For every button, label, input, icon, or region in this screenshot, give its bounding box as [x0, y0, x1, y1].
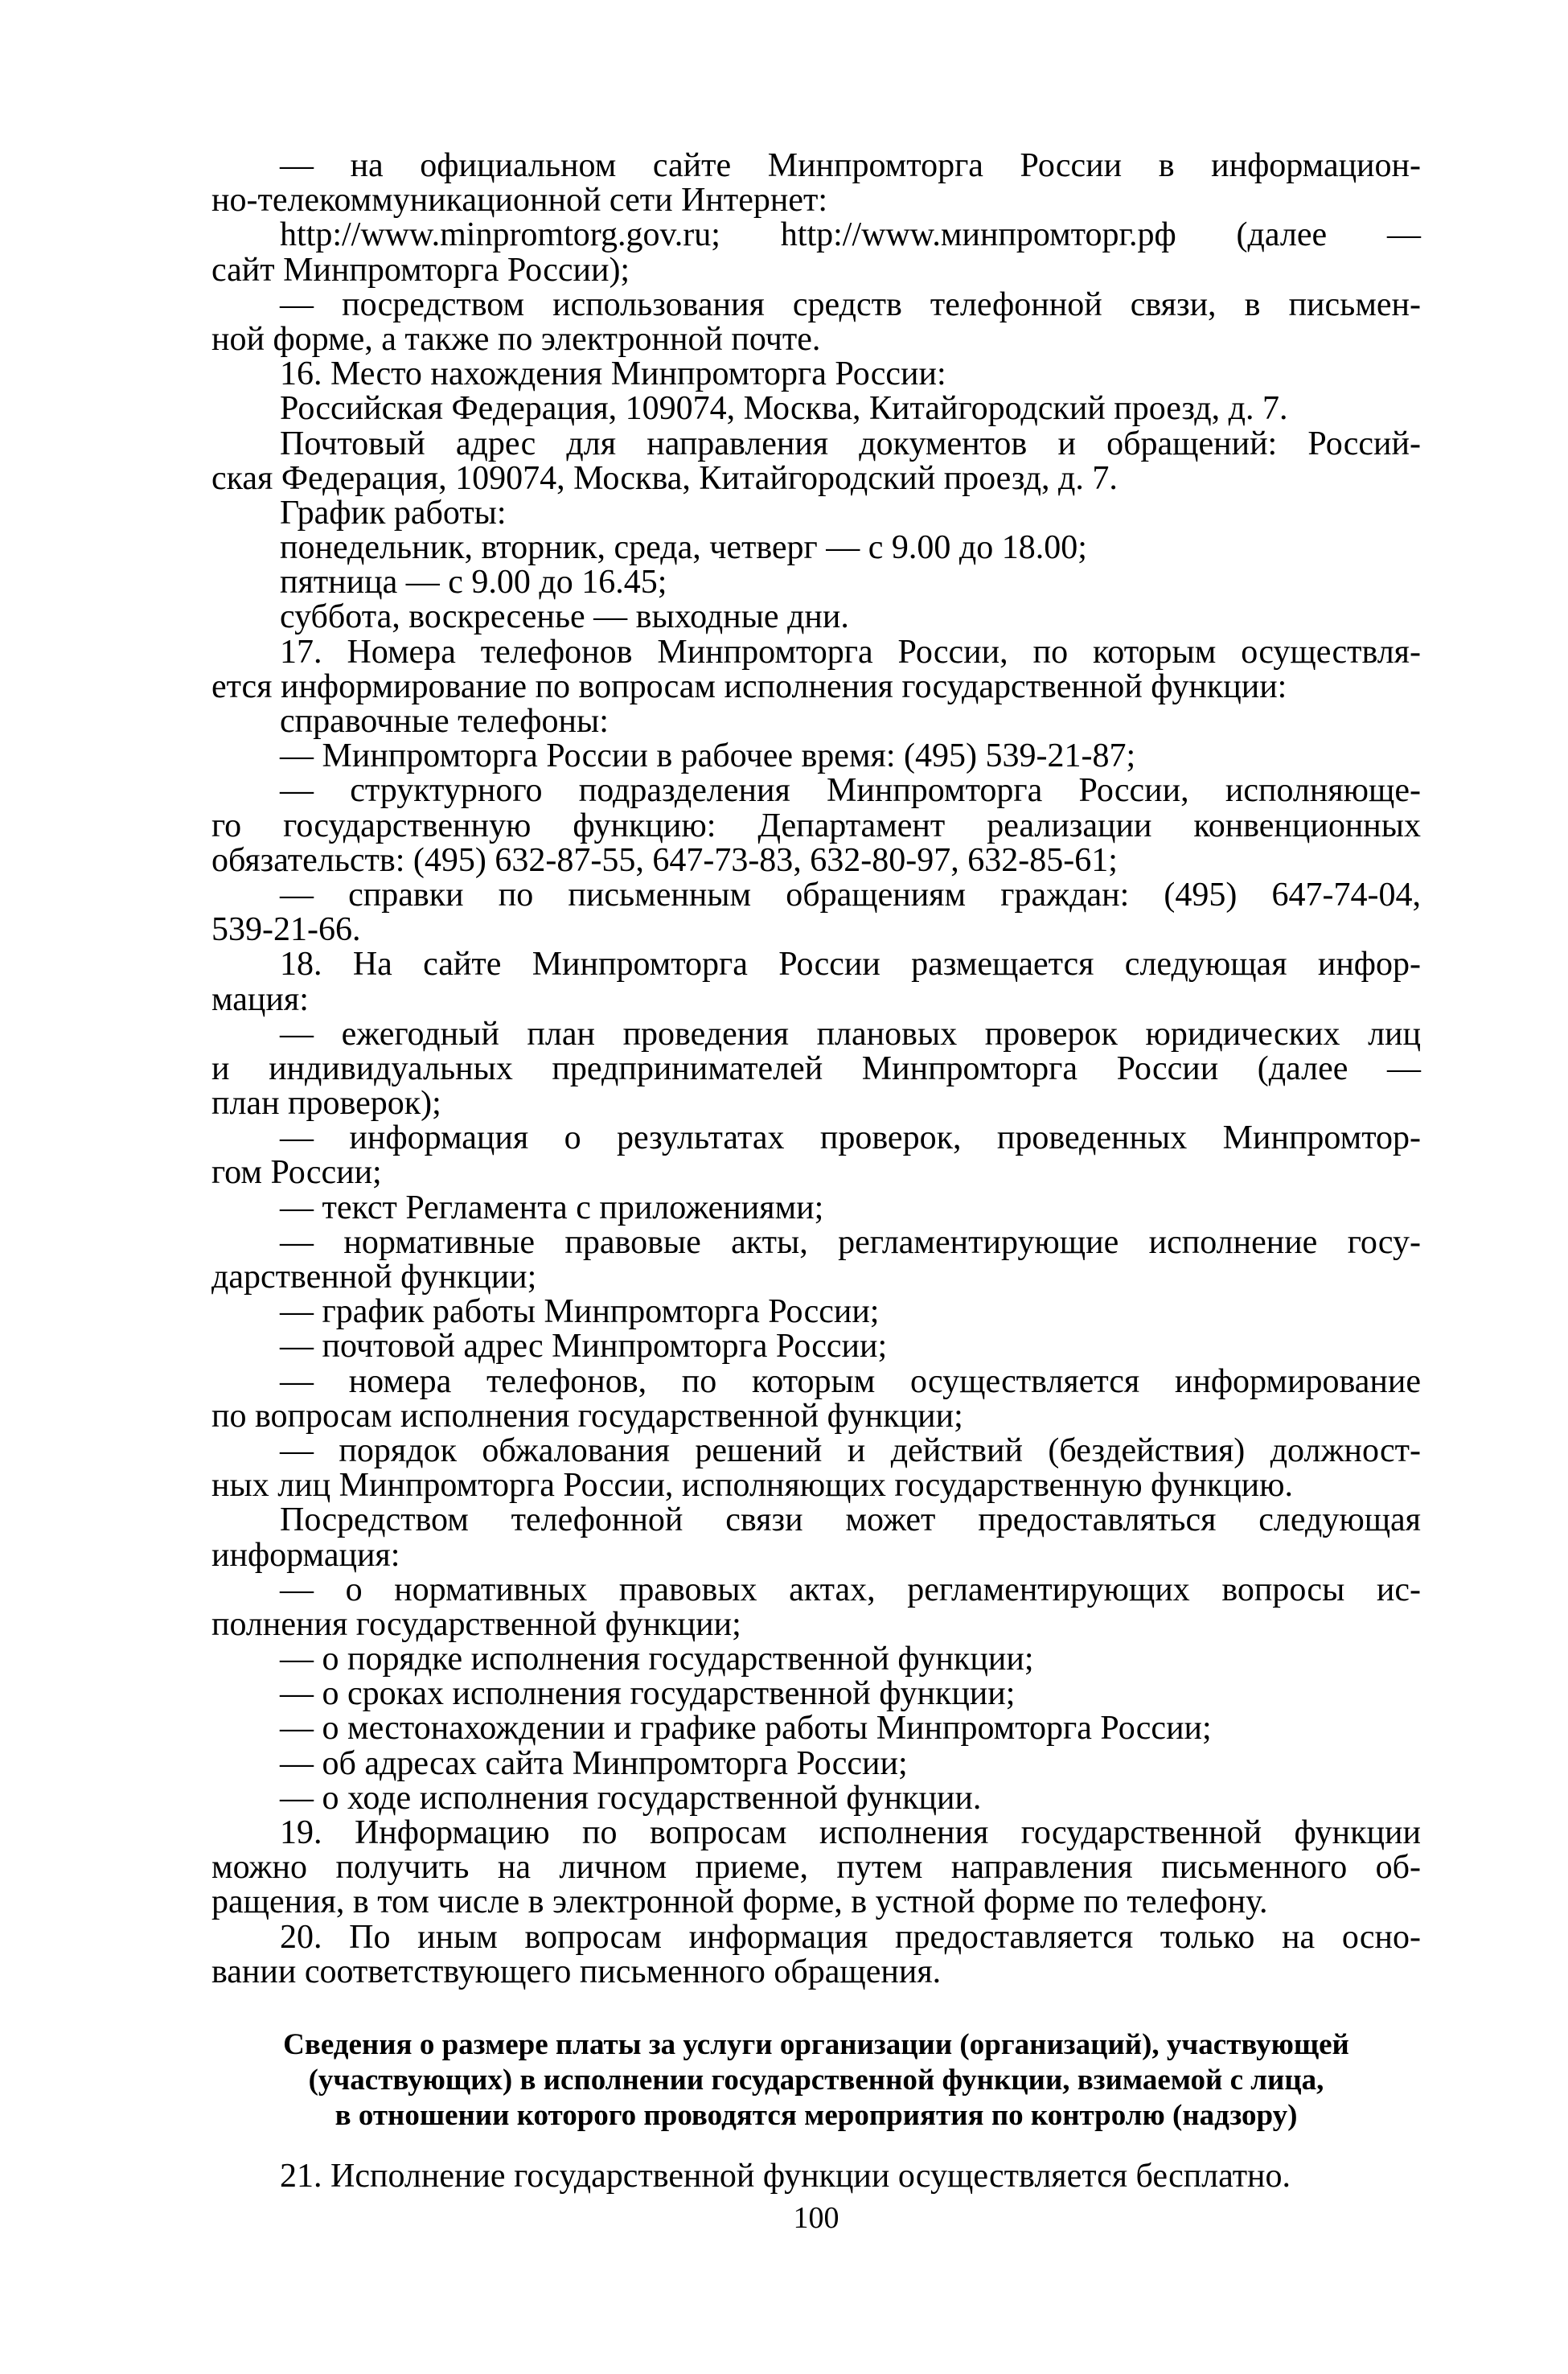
body-text [211, 149, 1421, 1990]
heading-line: Сведения о размере платы за услуги организации (организаций), участвующей [283, 2027, 1349, 2061]
text-line: 16. Место нахождения Минпромторга России: [280, 355, 946, 393]
text-line: ращения, в том числе в электронной форме, в устной форме по телефону. [211, 1883, 1268, 1921]
paragraph-21: 21. Исполнение государственной функции осуществляется бесплатно. [280, 2157, 1291, 2195]
text-line: — справки по письменным обращениям граждан: (495) 647-74-04, [280, 876, 1421, 914]
paragraph [211, 357, 1421, 392]
paragraph [211, 1573, 1421, 1642]
paragraph [211, 1362, 1421, 1435]
text-line: — о ходе исполнения государственной функции. [280, 1779, 982, 1817]
text-line: — номера телефонов, по которым осуществляется информирование [280, 1362, 1421, 1400]
text-line: — о сроках исполнения государственной функции; [280, 1675, 1016, 1713]
text-line: ных лиц Минпромторга России, исполняющих государственную функцию. [211, 1467, 1294, 1505]
paragraph [211, 1121, 1421, 1190]
text-line: — о нормативных правовых актах, регламентирующих вопросы ис- [280, 1571, 1421, 1608]
paragraph [211, 947, 1421, 1017]
heading-line: в отношении которого проводятся мероприятия по контролю (надзору) [335, 2098, 1298, 2132]
paragraph [211, 1677, 1421, 1711]
text-line: — нормативные правовые акты, регламентирующие исполнение госу- [280, 1223, 1421, 1261]
text-line: — структурного подразделения Минпромторга России, исполняюще- [280, 772, 1421, 810]
text-line: пятница — с 9.00 до 16.45; [280, 564, 667, 602]
text-line: 17. Номера телефонов Минпромторга России, по которым осуществля- [280, 633, 1421, 671]
text-line: — текст Регламента с приложениями; [280, 1189, 824, 1226]
text-line: гом России; [211, 1154, 382, 1192]
paragraph [211, 427, 1421, 496]
text-line: — порядок обжалования решений и действий (бездействия) должност- [280, 1431, 1421, 1469]
paragraph [211, 285, 1421, 358]
text-line: понедельник, вторник, среда, четверг — с 9.00 до 18.00; [280, 529, 1087, 567]
paragraph [211, 1017, 1421, 1122]
paragraph [211, 600, 1421, 635]
text-line: Почтовый адрес для направления документов и обращений: Россий- [280, 425, 1421, 462]
paragraph [211, 878, 1421, 947]
text-line: го государственную функцию: Департамент реализации конвенционных [211, 807, 1421, 844]
paragraph [211, 704, 1421, 739]
text-line: — о местонахождении и графике работы Минпромторга России; [280, 1710, 1212, 1748]
paragraph [211, 774, 1421, 878]
paragraph [211, 392, 1421, 426]
text-line: информация: [211, 1536, 400, 1574]
paragraph [211, 531, 1421, 565]
text-line: График работы: [280, 494, 507, 532]
text-line: суббота, воскресенье — выходные дни. [280, 598, 849, 636]
paragraph [211, 1781, 1421, 1816]
text-line: ская Федерация, 109074, Москва, Китайгородский проезд, д. 7. [211, 459, 1118, 497]
text-line: но-телекоммуникационной сети Интернет: [211, 182, 828, 220]
text-line: — график работы Минпромторга России; [280, 1293, 880, 1331]
text-line: справочные телефоны: [280, 703, 609, 740]
paragraph [211, 1503, 1421, 1572]
text-line: 19. Информацию по вопросам исполнения государственной функции [280, 1814, 1421, 1851]
paragraph [211, 496, 1421, 531]
text-line: мация: [211, 980, 309, 1018]
paragraph [211, 1431, 1421, 1505]
page-number: 100 [793, 2201, 839, 2236]
paragraph [211, 1642, 1421, 1677]
text-line: — информация о результатах проверок, проведенных Минпромтор- [280, 1119, 1421, 1157]
text-line: вании соответствующего письменного обращения. [211, 1953, 942, 1990]
paragraph [211, 635, 1421, 704]
text-line: 20. По иным вопросам информация предоставляется только на осно- [280, 1918, 1421, 1956]
paragraph [211, 565, 1421, 600]
text-line: — посредством использования средств телефонной связи, в письмен- [280, 285, 1421, 323]
section-heading [211, 2027, 1421, 2134]
paragraph [211, 1295, 1421, 1329]
text-line: — на официальном сайте Минпромторга России в информацион- [280, 147, 1421, 184]
paragraph [211, 1816, 1421, 1920]
paragraph [211, 1744, 1421, 1782]
paragraph [211, 1711, 1421, 1746]
text-line: ется информирование по вопросам исполнения государственной функции: [211, 667, 1287, 705]
text-line: ной форме, а также по электронной почте. [211, 320, 821, 358]
paragraph [211, 149, 1421, 218]
text-line: по вопросам исполнения государственной функции; [211, 1397, 963, 1435]
paragraph [211, 1223, 1421, 1296]
text-line: можно получить на личном приеме, путем направления письменного об- [211, 1849, 1421, 1887]
text-line: 539-21-66. [211, 911, 361, 949]
text-line: — ежегодный план проведения плановых проверок юридических лиц [280, 1015, 1421, 1053]
text-line: обязательств: (495) 632-87-55, 647-73-83, 632-80-97, 632-85-61; [211, 841, 1118, 879]
paragraph [211, 1191, 1421, 1226]
heading-line: (участвующих) в исполнении государственной функции, взимаемой с лица, [308, 2063, 1324, 2097]
text-line: план проверок); [211, 1085, 441, 1123]
paragraph [211, 1329, 1421, 1364]
text-line: — почтовой адрес Минпромторга России; [280, 1328, 888, 1366]
paragraph [211, 218, 1421, 287]
text-line: — об адресах сайта Минпромторга России; [280, 1744, 908, 1782]
text-line: http://www.minpromtorg.gov.ru; http://www.минпромторг.рф (далее — [280, 216, 1421, 254]
paragraph [211, 1920, 1421, 1990]
text-line: дарственной функции; [211, 1259, 537, 1296]
text-line: — о порядке исполнения государственной функции; [280, 1641, 1034, 1678]
text-line: 18. На сайте Минпромторга России размещается следующая инфор- [280, 946, 1421, 984]
paragraph [211, 739, 1421, 774]
text-line: сайт Минпромторга России); [211, 251, 630, 289]
text-line: полнения государственной функции; [211, 1605, 741, 1643]
text-line: и индивидуальных предпринимателей Минпромторга России (далее — [211, 1049, 1421, 1087]
text-line: Посредством телефонной связи может предоставляться следующая [280, 1501, 1421, 1539]
document-page [211, 149, 1421, 2235]
text-line: — Минпромторга России в рабочее время: (495) 539-21-87; [280, 737, 1136, 775]
text-line: Российская Федерация, 109074, Москва, Китайгородский проезд, д. 7. [280, 390, 1288, 428]
